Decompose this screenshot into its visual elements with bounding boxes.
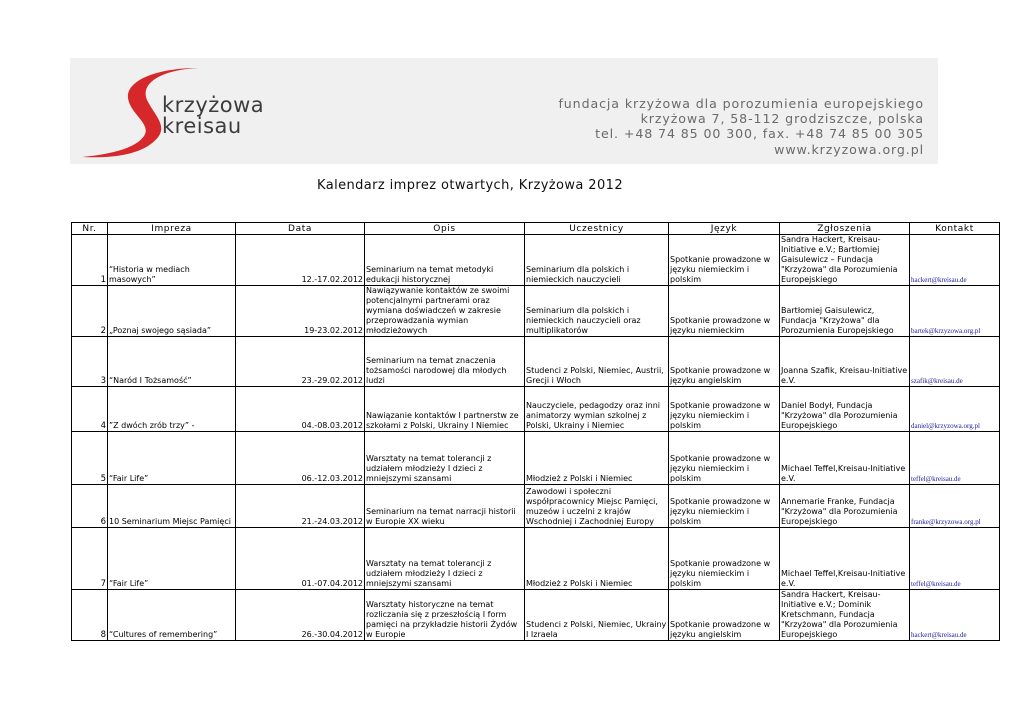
event-contact (910, 432, 1000, 485)
row-number: 4 (72, 387, 108, 432)
contact-email-link[interactable]: franke@krzyzowa.org.pl (911, 518, 981, 526)
contact-email-link[interactable]: szafik@kreisau.de (911, 377, 963, 385)
contact-email-link[interactable]: hackert@kreisau.de (911, 631, 967, 639)
event-date: 12.-17.02.2012 (236, 235, 365, 286)
event-participants: Studenci z Polski, Niemiec, Austrii, Grecji i Włoch (525, 337, 669, 387)
row-number: 8 (72, 590, 108, 641)
row-number: 6 (72, 485, 108, 528)
event-description: Warsztaty na temat tolerancji z udziałem młodzieży I dzieci z mniejszymi szansami (365, 528, 525, 590)
event-contact (910, 235, 1000, 286)
row-number: 7 (72, 528, 108, 590)
events-table (71, 222, 1000, 641)
contact-email-link[interactable]: hackert@kreisau.de (911, 276, 967, 284)
event-participants: Studenci z Polski, Niemiec, Ukrainy I Izraela (525, 590, 669, 641)
event-language: Spotkanie prowadzone w języku niemieckim i polskim (669, 485, 780, 528)
event-contact (910, 286, 1000, 337)
column-header: Kontakt (910, 223, 1000, 235)
event-language: Spotkanie prowadzone w języku niemieckim (669, 286, 780, 337)
org-address: krzyżowa 7, 58-112 grodziszcze, polska (640, 111, 924, 127)
event-participants: Seminarium dla polskich i niemieckich nauczycieli oraz multiplikatorów (525, 286, 669, 337)
event-date: 01.-07.04.2012 (236, 528, 365, 590)
event-date: 21.-24.03.2012 (236, 485, 365, 528)
row-number: 3 (72, 337, 108, 387)
event-language: Spotkanie prowadzone w języku niemieckim i polskim (669, 387, 780, 432)
event-description: Nawiązywanie kontaktów ze swoimi potencjalnymi partnerami oraz wymiana doświadczeń w zakresie przeprowadzania wymian młodzieżowych (365, 286, 525, 337)
event-language: Spotkanie prowadzone w języku niemieckim i polskim (669, 432, 780, 485)
row-number: 5 (72, 432, 108, 485)
contact-email-link[interactable]: teffel@kreisau.de (911, 475, 961, 483)
event-registration: Michael Teffel,Kreisau-Initiative e.V. (780, 528, 910, 590)
contact-email-link[interactable]: daniel@krzyzowa.org.pl (911, 422, 980, 430)
org-name: fundacja krzyżowa dla porozumienia europejskiego (558, 96, 924, 111)
event-registration: Bartłomiej Gaisulewicz, Fundacja "Krzyżowa" dla Porozumienia Europejskiego (780, 286, 910, 337)
event-registration: Michael Teffel,Kreisau-Initiative e.V. (780, 432, 910, 485)
event-name: “Naród I Tożsamość” (108, 337, 236, 387)
contact-email-link[interactable]: bartek@krzyzowa.org.pl (911, 327, 981, 335)
event-participants: Młodzież z Polski i Niemiec (525, 528, 669, 590)
column-header: Uczestnicy (525, 223, 669, 235)
event-description: Seminarium na temat narracji historii w Europie XX wieku (365, 485, 525, 528)
table-row (72, 235, 1000, 286)
event-date: 26.-30.04.2012 (236, 590, 365, 641)
table-row (72, 286, 1000, 337)
document-title: Kalendarz imprez otwartych, Krzyżowa 2012 (317, 178, 623, 193)
logo-wordmark (162, 95, 264, 137)
event-registration: Sandra Hackert, Kreisau-Initiative e.V.; Dominik Kretschmann, Fundacja "Krzyżowa" dla Porozumienia Europejskiego (780, 590, 910, 641)
event-registration: Daniel Bodył, Fundacja "Krzyżowa" dla Porozumienia Europejskiego (780, 387, 910, 432)
event-description: Seminarium na temat znaczenia tożsamości narodowej dla młodych ludzi (365, 337, 525, 387)
table-row (72, 528, 1000, 590)
event-date: 23.-29.02.2012 (236, 337, 365, 387)
event-date: 19-23.02.2012 (236, 286, 365, 337)
logo-line-1: krzyżowa (162, 93, 265, 117)
column-header: Zgłoszenia (780, 223, 910, 235)
table-row (72, 337, 1000, 387)
event-name: „Poznaj swojego sąsiada” (108, 286, 236, 337)
contact-email-link[interactable]: teffel@kreisau.de (911, 580, 961, 588)
table-row (72, 590, 1000, 641)
column-header: Język (669, 223, 780, 235)
event-participants: Seminarium dla polskich i niemieckich nauczycieli (525, 235, 669, 286)
row-number: 1 (72, 235, 108, 286)
logo-line-2: kreisau (162, 114, 242, 138)
event-date: 06.-12.03.2012 (236, 432, 365, 485)
event-name: “Fair Life” (108, 528, 236, 590)
event-contact (910, 387, 1000, 432)
event-name: ”Z dwóch zrób trzy” - (108, 387, 236, 432)
event-registration: Sandra Hackert, Kreisau-Initiative e.V.; Bartłomiej Gaisulewicz – Fundacja "Krzyżowa" dla Porozumienia Europejskiego (780, 235, 910, 286)
event-contact (910, 337, 1000, 387)
event-contact (910, 590, 1000, 641)
org-phone: tel. +48 74 85 00 300, fax. +48 74 85 00 305 (595, 126, 924, 142)
event-language: Spotkanie prowadzone w języku angielskim (669, 590, 780, 641)
event-participants: Zawodowi i społeczni współpracownicy Miejsc Pamięci, muzeów i uczelni z krajów Wschodniej i Zachodniej Europy (525, 485, 669, 528)
column-header: Impreza (108, 223, 236, 235)
event-name: “Historia w mediach masowych” (108, 235, 236, 286)
row-number: 2 (72, 286, 108, 337)
table-header-row (72, 223, 1000, 235)
table-row (72, 387, 1000, 432)
event-name: “Cultures of remembering” (108, 590, 236, 641)
event-name: “Fair Life” (108, 432, 236, 485)
event-description: Warsztaty na temat tolerancji z udziałem młodzieży I dzieci z mniejszymi szansami (365, 432, 525, 485)
column-header: Opis (365, 223, 525, 235)
org-website: www.krzyzowa.org.pl (774, 141, 924, 157)
organization-info (558, 96, 924, 157)
event-date: 04.-08.03.2012 (236, 387, 365, 432)
event-contact (910, 528, 1000, 590)
table-row (72, 432, 1000, 485)
event-participants: Nauczyciele, pedagodzy oraz inni animatorzy wymian szkolnej z Polski, Ukrainy i Niemiec (525, 387, 669, 432)
event-contact (910, 485, 1000, 528)
column-header: Data (236, 223, 365, 235)
event-name: 10 Seminarium Miejsc Pamięci (108, 485, 236, 528)
event-language: Spotkanie prowadzone w języku angielskim (669, 337, 780, 387)
table-row (72, 485, 1000, 528)
event-language: Spotkanie prowadzone w języku niemieckim i polskim (669, 235, 780, 286)
event-description: Nawiązanie kontaktów I partnerstw ze szkołami z Polski, Ukrainy I Niemiec (365, 387, 525, 432)
event-registration: Joanna Szafik, Kreisau-Initiative e.V. (780, 337, 910, 387)
event-language: Spotkanie prowadzone w języku niemieckim i polskim (669, 528, 780, 590)
event-participants: Młodzież z Polski i Niemiec (525, 432, 669, 485)
column-header: Nr. (72, 223, 108, 235)
event-description: Warsztaty historyczne na temat rozliczania się z przeszłością I form pamięci na przykładzie historii Żydów w Europie (365, 590, 525, 641)
event-registration: Annemarie Franke, Fundacja "Krzyżowa" dla Porozumienia Europejskiego (780, 485, 910, 528)
event-description: Seminarium na temat metodyki edukacji historycznej (365, 235, 525, 286)
